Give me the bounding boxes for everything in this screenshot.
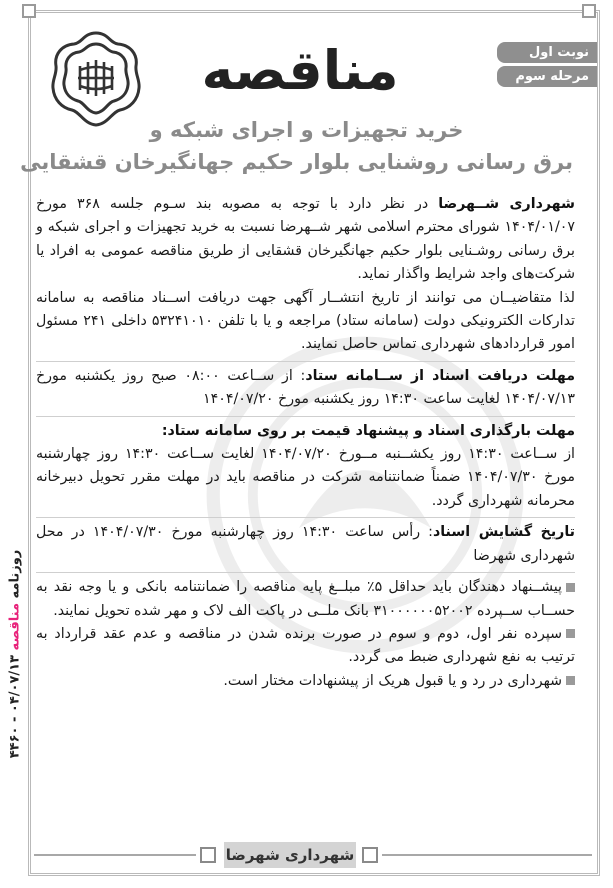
upload-deadline-text: از ســاعت ۱۴:۳۰ روز یکشــنبه مــورخ ۱۴۰۴/۰۷/۲۰ لغایت ســاعت ۱۴:۳۰ روز چهارشنبه مورخ ۱۴۰۴/۰۷/۳۰ ضمناً ضمانتنامه شرکت در مناقصه باید در مهلت مقرر تحویل دبیرخانه محرمانه شهرداری گردد. bbox=[36, 446, 576, 509]
subtitle-line-2: برق رسانی روشنایی بلوار حکیم جهانگیرخان قشقایی bbox=[20, 150, 573, 174]
document-deadline-text: : از ســاعت ۰۸:۰۰ صبح روز یکشنبه مورخ ۱۴۰۴/۰۷/۱۳ لغایت ساعت ۱۴:۳۰ روز یکشنبه مورخ ۱۴۰۴/۰۷/۲۰ bbox=[36, 367, 575, 408]
paragraph-upload-deadline bbox=[36, 420, 575, 514]
newspaper-prefix: روزنامه bbox=[7, 549, 23, 599]
footer bbox=[28, 842, 600, 868]
paragraph-intro-text: در نظر دارد با توجه به مصوبه بند سـوم جلسه ۳۶۸ مورخ ۱۴۰۴/۰۱/۰۷ شورای محترم اسلامی شهر شــهرضا نسبت به خرید تجهیزات و اجرای شبکه و برق رسانی روشـنایی بلوار حکیم جهانگیرخان قشقایی از طریق مناقصه عمومی به افراد یا شرکت‌های واجد شرایط واگذار نماید. bbox=[36, 196, 575, 283]
opening-date-text: : رأس ساعت ۱۴:۳۰ روز چهارشنبه مورخ ۱۴۰۴/۰۷/۳۰ در محل شهرداری شهرضا bbox=[36, 524, 575, 564]
paragraph-intro bbox=[36, 193, 575, 287]
paragraph-opening-date bbox=[36, 521, 575, 568]
bullet-rights bbox=[36, 670, 575, 693]
divider bbox=[36, 572, 575, 573]
frame-corner bbox=[582, 4, 596, 18]
paragraph-document-deadline bbox=[36, 365, 575, 412]
bullet-square-icon bbox=[566, 583, 575, 592]
announcement-body bbox=[36, 193, 575, 693]
paragraph-contact: لذا متقاضیــان می توانند از تاریخ انتشــار آگهی جهت دریافت اســناد مناقصه به سامانه تدارکات الکترونیکی دولت (سامانه ستاد) مراجعه و یا با تلفن ۵۳۲۴۱۰۱۰ داخلی ۲۴۱ مسئول امور قراردادهای شهرداری تماس حاصل نمایند. bbox=[36, 289, 575, 353]
newspaper-side-label bbox=[3, 524, 27, 784]
divider bbox=[36, 416, 575, 417]
notice-badges bbox=[497, 42, 597, 90]
newspaper-issue: ۰۴/۰۷/۱۳ - ۴۴۶۰ bbox=[7, 654, 23, 759]
footer-municipality: شهرداری شهرضا bbox=[224, 842, 356, 868]
footer-line-left bbox=[34, 854, 196, 856]
upload-deadline-heading: مهلت بارگذاری اسناد و پیشنهاد قیمت بر روی سامانه ستاد: bbox=[161, 422, 575, 439]
newspaper-brand: مناقصه bbox=[7, 602, 23, 651]
bullet-guarantee-text: پیشــنهاد دهندگان باید حداقل ۵٪ مبلــغ پایه مناقصه را ضمانتنامه بانکی و یا وجه نقد به حســاب ســپرده ۳۱۰۰۰۰۰۰۵۲۰۰۲ بانک ملــی در پاکت الف لاک و مهر شده تحویل نمایند. bbox=[36, 579, 575, 619]
bullet-rights-text: شهرداری در رد و یا قبول هریک از پیشنهادات مختار است. bbox=[223, 672, 562, 689]
municipality-logo-icon bbox=[50, 30, 142, 128]
footer-square-icon bbox=[200, 847, 216, 863]
badge-stage: مرحله سوم bbox=[497, 66, 597, 87]
bullet-guarantee bbox=[36, 576, 575, 623]
document-deadline-label: مهلت دریافت اسناد از ســامانه ستاد bbox=[305, 367, 575, 384]
footer-line-right bbox=[382, 854, 592, 856]
divider bbox=[36, 517, 575, 518]
page-title: مناقصه bbox=[201, 39, 399, 102]
municipality-name: شهرداری شــهرضا bbox=[438, 196, 575, 212]
bullet-square-icon bbox=[566, 629, 575, 638]
subtitle-line-1: خرید تجهیزات و اجرای شبکه و bbox=[149, 118, 464, 142]
bullet-deposit-text: سپرده نفر اول، دوم و سوم در صورت برنده شدن در مناقصه و عدم عقد قرارداد به ترتیب به نفع شهرداری ضبط می گردد. bbox=[36, 625, 575, 666]
frame-corner bbox=[22, 4, 36, 18]
divider bbox=[36, 361, 575, 362]
bullet-deposit bbox=[36, 623, 575, 670]
footer-square-icon bbox=[362, 847, 378, 863]
opening-date-label: تاریخ گشایش اسناد bbox=[432, 524, 576, 541]
badge-first-notice: نوبت اول bbox=[497, 42, 597, 63]
bullet-square-icon bbox=[566, 676, 575, 685]
